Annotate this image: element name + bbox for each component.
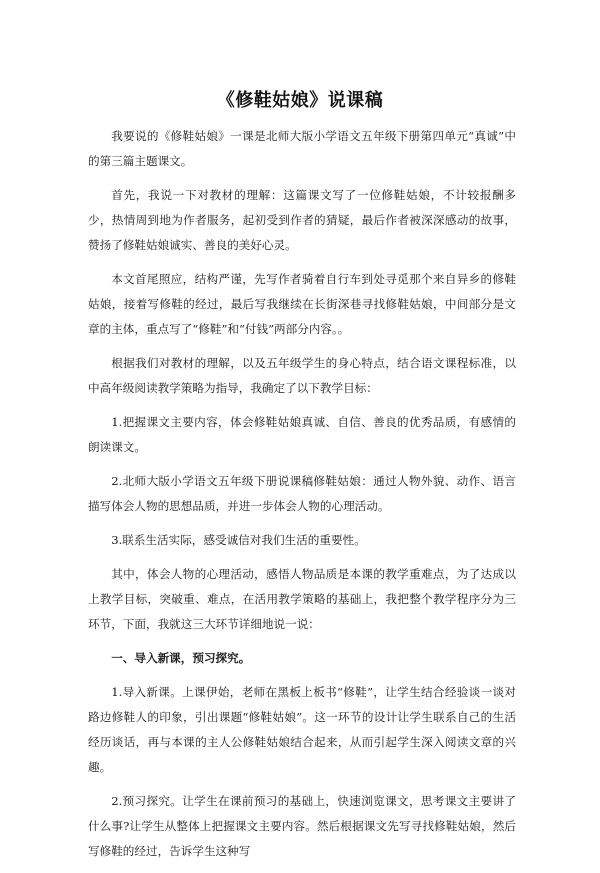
document-body	[88, 124, 516, 873]
goals-intro-paragraph: 根据我们对教材的理解，以及五年级学生的身心特点，结合语文课程标准，以中高年级阅读教学策略为指导，我确定了以下教学目标：	[88, 356, 516, 395]
material-understanding-paragraph: 首先，我说一下对教材的理解：这篇课文写了一位修鞋姑娘，不计较报酬多少，热情周到地为作者服务，起初受到作者的猜疑，最后作者被深深感动的故事，赞扬了修鞋姑娘诚实、善良的美好心灵。	[88, 188, 516, 252]
document-title: 《修鞋姑娘》说课稿	[216, 90, 384, 111]
goal-item-2: 2.北师大版小学语文五年级下册说课稿修鞋姑娘：通过人物外貌、动作、语言描写体会人物的思想品质，并进一步体会人物的心理活动。	[88, 474, 516, 513]
key-points-paragraph: 其中，体会人物的心理活动，感悟人物品质是本课的教学重难点，为了达成以上教学目标，突破重、难点，在活用教学策略的基础上，我把整个教学程序分为三环节，下面，我就这三大环节详细地说一说：	[88, 567, 516, 631]
intro-paragraph: 我要说的《修鞋姑娘》一课是北师大版小学语文五年级下册第四单元“真诚”中的第三篇主题课文。	[88, 129, 516, 168]
goal-item-1: 1.把握课文主要内容，体会修鞋姑娘真诚、自信、善良的优秀品质，有感情的朗读课文。	[88, 415, 516, 454]
step-1-paragraph: 1.导入新课。上课伊始，老师在黑板上板书“修鞋”，让学生结合经验谈一谈对路边修鞋人的印象，引出课题“修鞋姑娘”。这一环节的设计让学生联系自己的生活经历谈话，再与本课的主人公修鞋姑娘结合起来，从而引起学生深入阅读文章的兴趣。	[88, 685, 516, 774]
step-2-paragraph: 2.预习探究。让学生在课前预习的基础上，快速浏览课文，思考课文主要讲了什么事?让学生从整体上把握课文主要内容。然后根据课文先写寻找修鞋姑娘，然后写修鞋的经过，告诉学生这种写	[88, 794, 516, 858]
structure-paragraph: 本文首尾照应，结构严谨，先写作者骑着自行车到处寻觅那个来自异乡的修鞋姑娘，接着写修鞋的经过，最后写我继续在长街深巷寻找修鞋姑娘，中间部分是文章的主体，重点写了“修鞋”和“付钱”两部分内容。。	[88, 272, 516, 336]
section-heading-1: 一、导入新课，预习探究。	[111, 651, 251, 665]
goal-item-3: 3.联系生活实际，感受诚信对我们生活的重要性。	[111, 533, 366, 547]
